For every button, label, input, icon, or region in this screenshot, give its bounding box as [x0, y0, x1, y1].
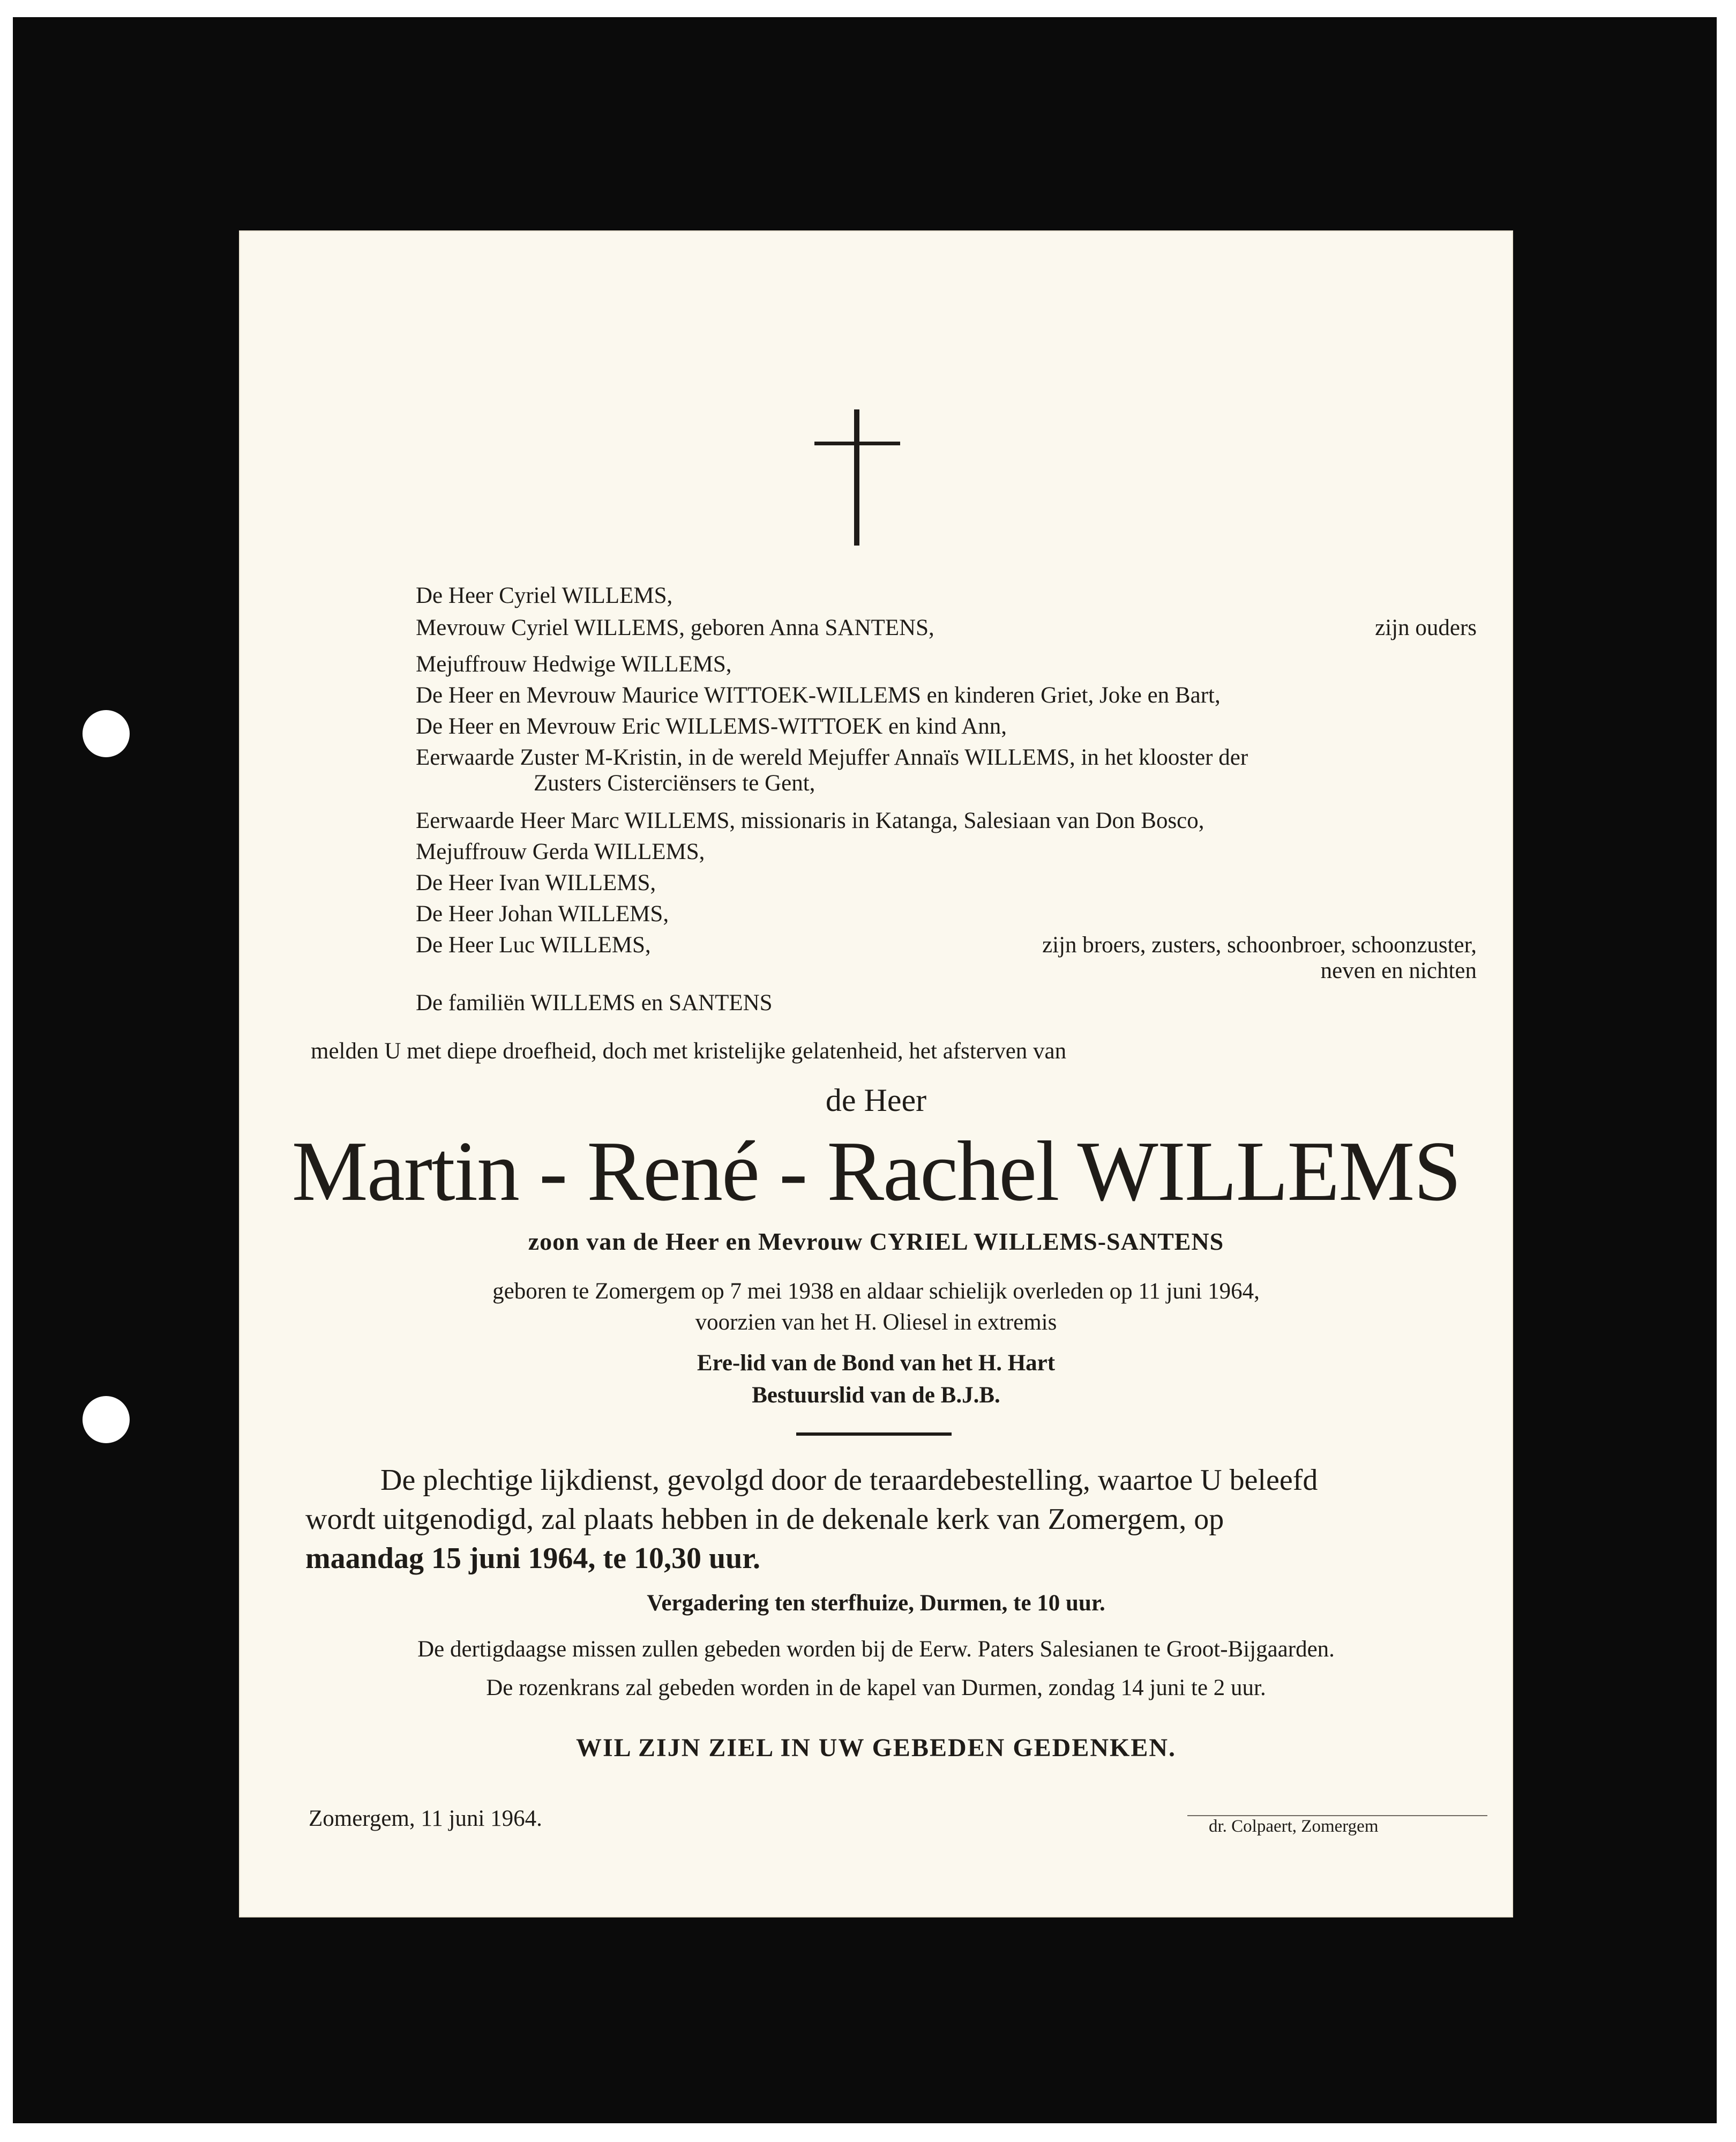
- relation-label-siblings-continuation: neven en nichten: [1320, 958, 1477, 983]
- relation-label-parents: zijn ouders: [1375, 615, 1477, 640]
- funeral-notice-card: [239, 230, 1513, 1917]
- service-date-line: maandag 15 juni 1964, te 10,30 uur.: [305, 1542, 760, 1575]
- relative-line: De Heer Johan WILLEMS,: [416, 901, 669, 927]
- rosary-line: De rozenkrans zal gebeden worden in de kapel van Durmen, zondag 14 juni te 2 uur.: [486, 1675, 1266, 1700]
- relative-line: De familiën WILLEMS en SANTENS: [416, 990, 773, 1016]
- punch-hole-top: [83, 710, 130, 757]
- cross-icon: [814, 409, 900, 546]
- relation-label-siblings: zijn broers, zusters, schoonbroer, schoonzuster,: [1042, 932, 1477, 958]
- relative-line: De Heer en Mevrouw Maurice WITTOEK-WILLEMS en kinderen Griet, Joke en Bart,: [416, 683, 1221, 708]
- birth-death-line: geboren te Zomergem op 7 mei 1938 en aldaar schielijk overleden op 11 juni 1964,: [492, 1279, 1260, 1304]
- relative-line: Eerwaarde Zuster M-Kristin, in de wereld Mejuffer Annaïs WILLEMS, in het klooster der: [416, 745, 1248, 770]
- relative-line-continuation: Zusters Cisterciënsers te Gent,: [534, 771, 815, 796]
- prayer-line: WIL ZIJN ZIEL IN UW GEBEDEN GEDENKEN.: [575, 1734, 1177, 1762]
- relative-line: Mevrouw Cyriel WILLEMS, geboren Anna SANTENS,: [416, 615, 934, 640]
- honor-line: Ere-lid van de Bond van het H. Hart: [697, 1350, 1056, 1376]
- sacrament-line: voorzien van het H. Oliesel in extremis: [695, 1310, 1057, 1335]
- relative-line: Eerwaarde Heer Marc WILLEMS, missionaris in Katanga, Salesiaan van Don Bosco,: [416, 808, 1204, 833]
- service-line: De plechtige lijkdienst, gevolgd door de teraardebestelling, waartoe U beleefd: [380, 1464, 1318, 1497]
- printer-rule: [1187, 1815, 1487, 1816]
- masses-line: De dertigdaagse missen zullen gebeden worden bij de Eerw. Paters Salesianen te Groot-Bijgaarden.: [417, 1637, 1335, 1662]
- punch-hole-bottom: [83, 1396, 130, 1443]
- announcement-text: melden U met diepe droefheid, doch met kristelijke gelatenheid, het afsterven van: [311, 1039, 1067, 1064]
- honorific-title: de Heer: [825, 1083, 927, 1118]
- place-date: Zomergem, 11 juni 1964.: [309, 1806, 542, 1831]
- relative-line: De Heer Luc WILLEMS,: [416, 932, 651, 958]
- deceased-name: Martin - René - Rachel WILLEMS: [291, 1123, 1461, 1219]
- gathering-line: Vergadering ten sterfhuize, Durmen, te 10 uur.: [647, 1591, 1105, 1616]
- parents-line: zoon van de Heer en Mevrouw CYRIEL WILLEMS-SANTENS: [528, 1228, 1224, 1255]
- relative-line: Mejuffrouw Gerda WILLEMS,: [416, 839, 705, 864]
- printer-credit: dr. Colpaert, Zomergem: [1209, 1817, 1379, 1836]
- honor-line: Bestuurslid van de B.J.B.: [752, 1383, 1000, 1408]
- relative-line: Mejuffrouw Hedwige WILLEMS,: [416, 652, 732, 677]
- relative-line: De Heer en Mevrouw Eric WILLEMS-WITTOEK en kind Ann,: [416, 714, 1007, 739]
- service-line: wordt uitgenodigd, zal plaats hebben in de dekenale kerk van Zomergem, op: [305, 1503, 1224, 1536]
- divider-rule: [796, 1432, 952, 1436]
- relative-line: De Heer Cyriel WILLEMS,: [416, 583, 673, 608]
- relative-line: De Heer Ivan WILLEMS,: [416, 870, 656, 895]
